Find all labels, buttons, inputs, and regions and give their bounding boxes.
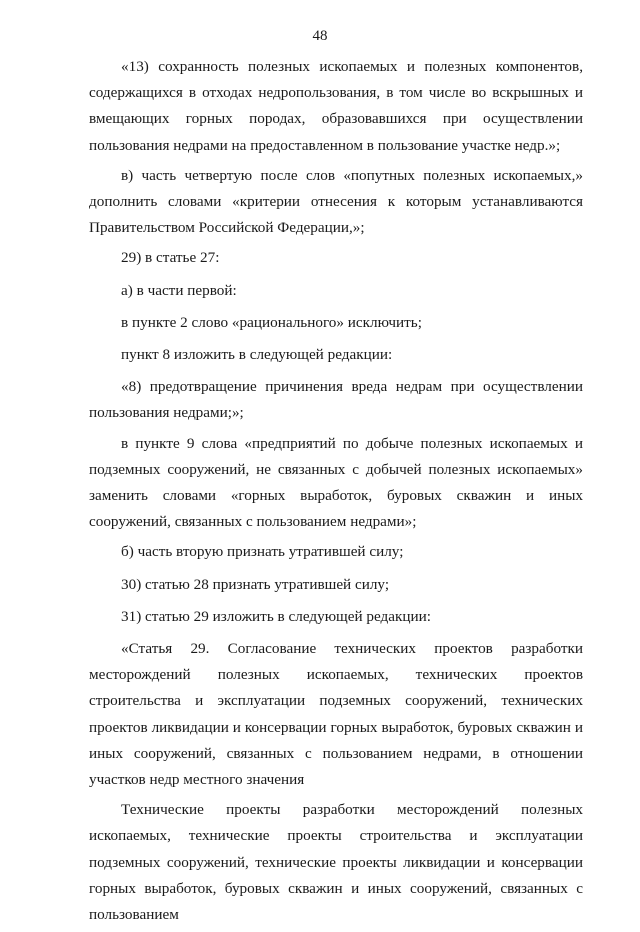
paragraph-item-13: «13) сохранность полезных ископаемых и полезных компонентов, содержащихся в отходах недропользования, в том числе во вскрышных и вмещающих горных породах, образовавшихся при осуществлении пользования недрами на предоставленном в пользование участке недр.»;	[89, 58, 583, 154]
document-body	[89, 54, 583, 932]
paragraph-article-29: 31) статью 29 изложить в следующей редакции:	[121, 607, 431, 625]
paragraph-article-28: 30) статью 28 признать утратившей силу;	[121, 575, 390, 593]
paragraph-part-two: б) часть вторую признать утратившей силу;	[121, 543, 404, 561]
paragraph-article-29-title: «Статья 29. Согласование технических проектов разработки месторождений полезных ископаемых, технических проектов строительства и эксплуатации подземных сооружений, технических проектов ликвидации и консервации горных выработок, буровых скважин и иных сооружений, связанных с пользованием недрами, в отношении участков недр местного значения	[89, 640, 583, 789]
paragraph-technical-projects: Технические проекты разработки месторождений полезных ископаемых, технические проекты строительства и эксплуатации подземных сооружений, технические проекты ликвидации и консервации горных выработок, буровых скважин и иных сооружений, связанных с пользованием	[89, 801, 583, 924]
paragraph-point-8: пункт 8 изложить в следующей редакции:	[121, 346, 393, 364]
paragraph-point-8-text: «8) предотвращение причинения вреда недрам при осуществлении пользования недрами;»;	[89, 378, 583, 422]
paragraph-point-2: в пункте 2 слово «рационального» исключить;	[121, 313, 422, 331]
paragraph-article-27: 29) в статье 27:	[121, 249, 220, 267]
paragraph-part-four-amendment: в) часть четвертую после слов «попутных полезных ископаемых,» дополнить словами «критерии отнесения к которым устанавливаются Правительством Российской Федерации,»;	[89, 166, 583, 237]
paragraph-part-one: а) в части первой:	[121, 281, 237, 299]
paragraph-point-9: в пункте 9 слова «предприятий по добыче полезных ископаемых и подземных сооружений, не связанных с добычей полезных ископаемых» заменить словами «горных выработок, буровых скважин и иных сооружений, связанных с пользованием недрами»;	[89, 434, 583, 531]
page-number: 48	[312, 28, 328, 44]
